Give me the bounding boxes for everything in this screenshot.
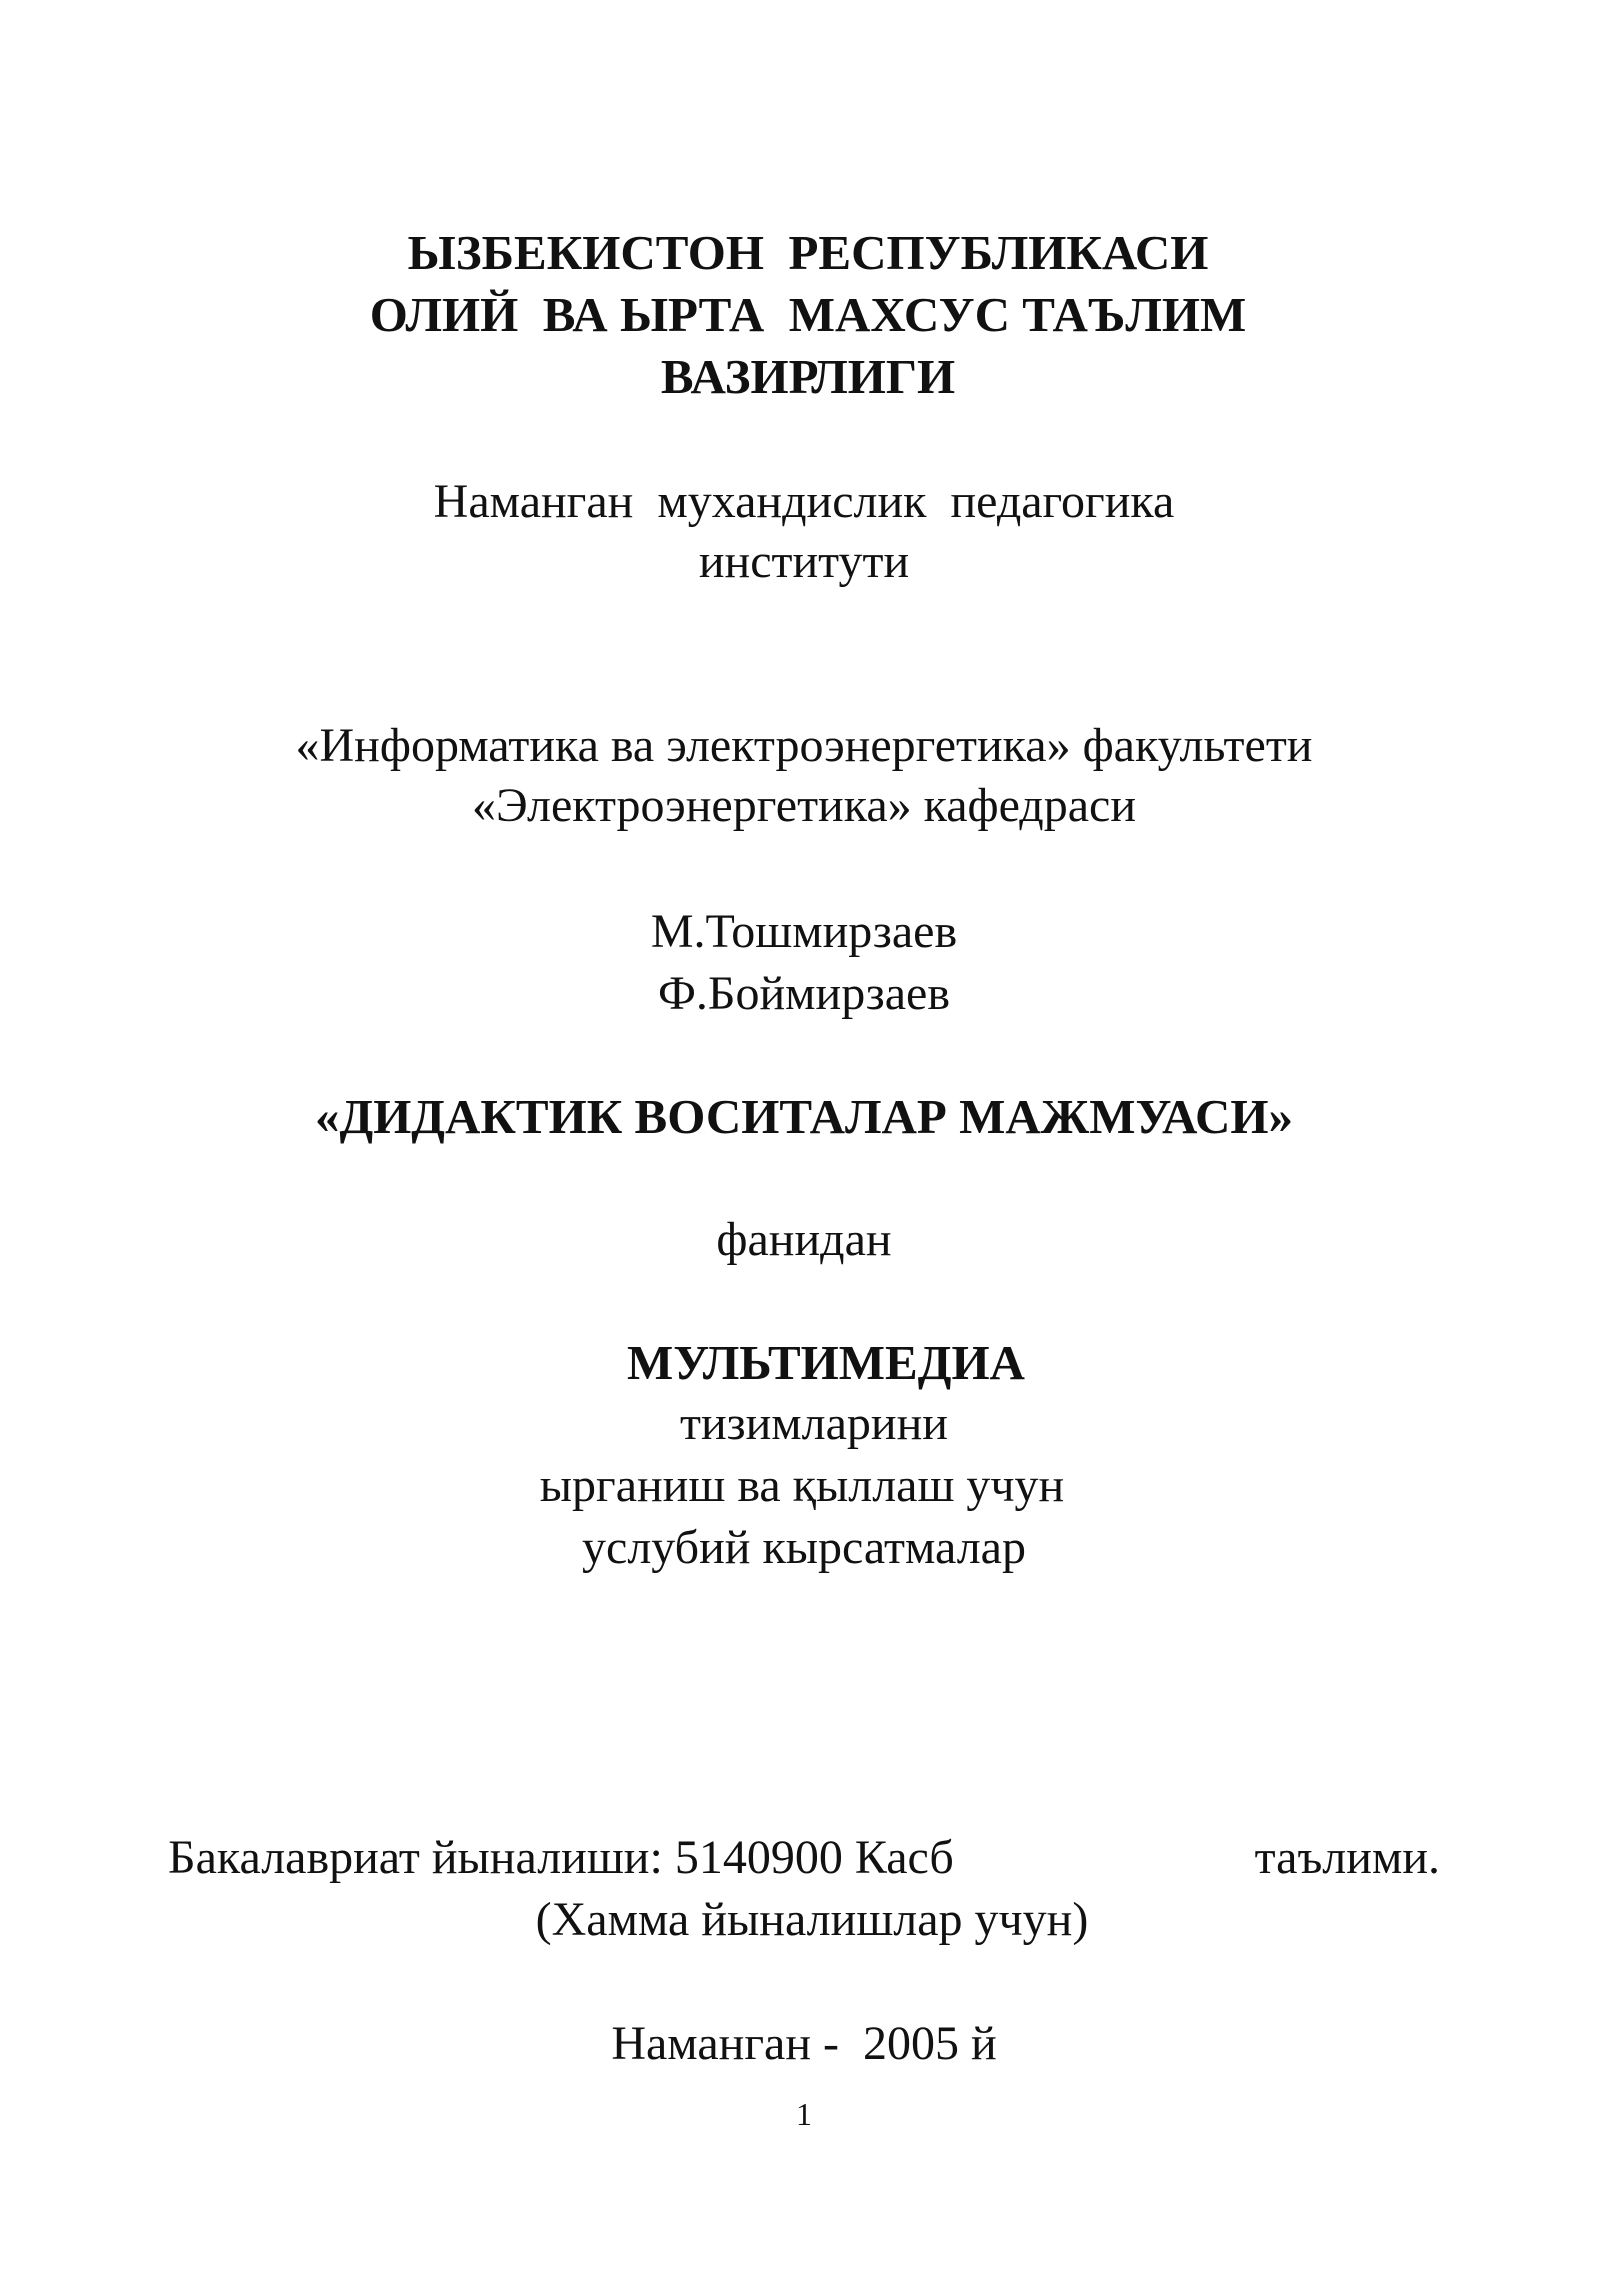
faculty-name: «Информатика ва электроэнергетика» факультети (295, 719, 1313, 772)
subject-title: «ДИДАКТИК ВОСИТАЛАР МАЖМУАСИ» (314, 1089, 1293, 1144)
page-number: 1 (796, 2096, 812, 2132)
chair-name: «Электроэнергетика» кафедраси (471, 779, 1137, 832)
ministry-title-line-2: ОЛИЙ ВА ЫРТА МАХСУС ТАЪЛИМ (369, 287, 1247, 342)
author-name: М.Тошмирзаев (650, 905, 958, 958)
city-and-year: Наманган - 2005 й (611, 2017, 997, 2070)
institute-name-line-1: Наманган мухандислик педагогика (433, 475, 1175, 528)
topic-line-2: тизимларини (679, 1397, 948, 1450)
ministry-title-line-1: ЫЗБЕКИСТОН РЕСПУБЛИКАСИ (407, 225, 1209, 280)
topic-line-4: услубий кырсатмалар (582, 1521, 1026, 1574)
degree-note: (Хамма йыналишлар учун) (535, 1893, 1089, 1946)
subject-suffix: фанидан (716, 1213, 892, 1266)
topic-line-3: ырганиш ва қыллаш учун (539, 1459, 1065, 1512)
ministry-title-line-3: ВАЗИРЛИГИ (660, 349, 956, 404)
topic-title: МУЛЬТИМЕДИА (627, 1335, 1025, 1390)
degree-program-ending: таълими. (1254, 1831, 1440, 1884)
degree-program-code: Бакалавриат йыналиши: 5140900 Касб (168, 1831, 954, 1884)
author-name: Ф.Боймирзаев (657, 967, 951, 1020)
institute-name-line-2: институти (698, 535, 910, 588)
